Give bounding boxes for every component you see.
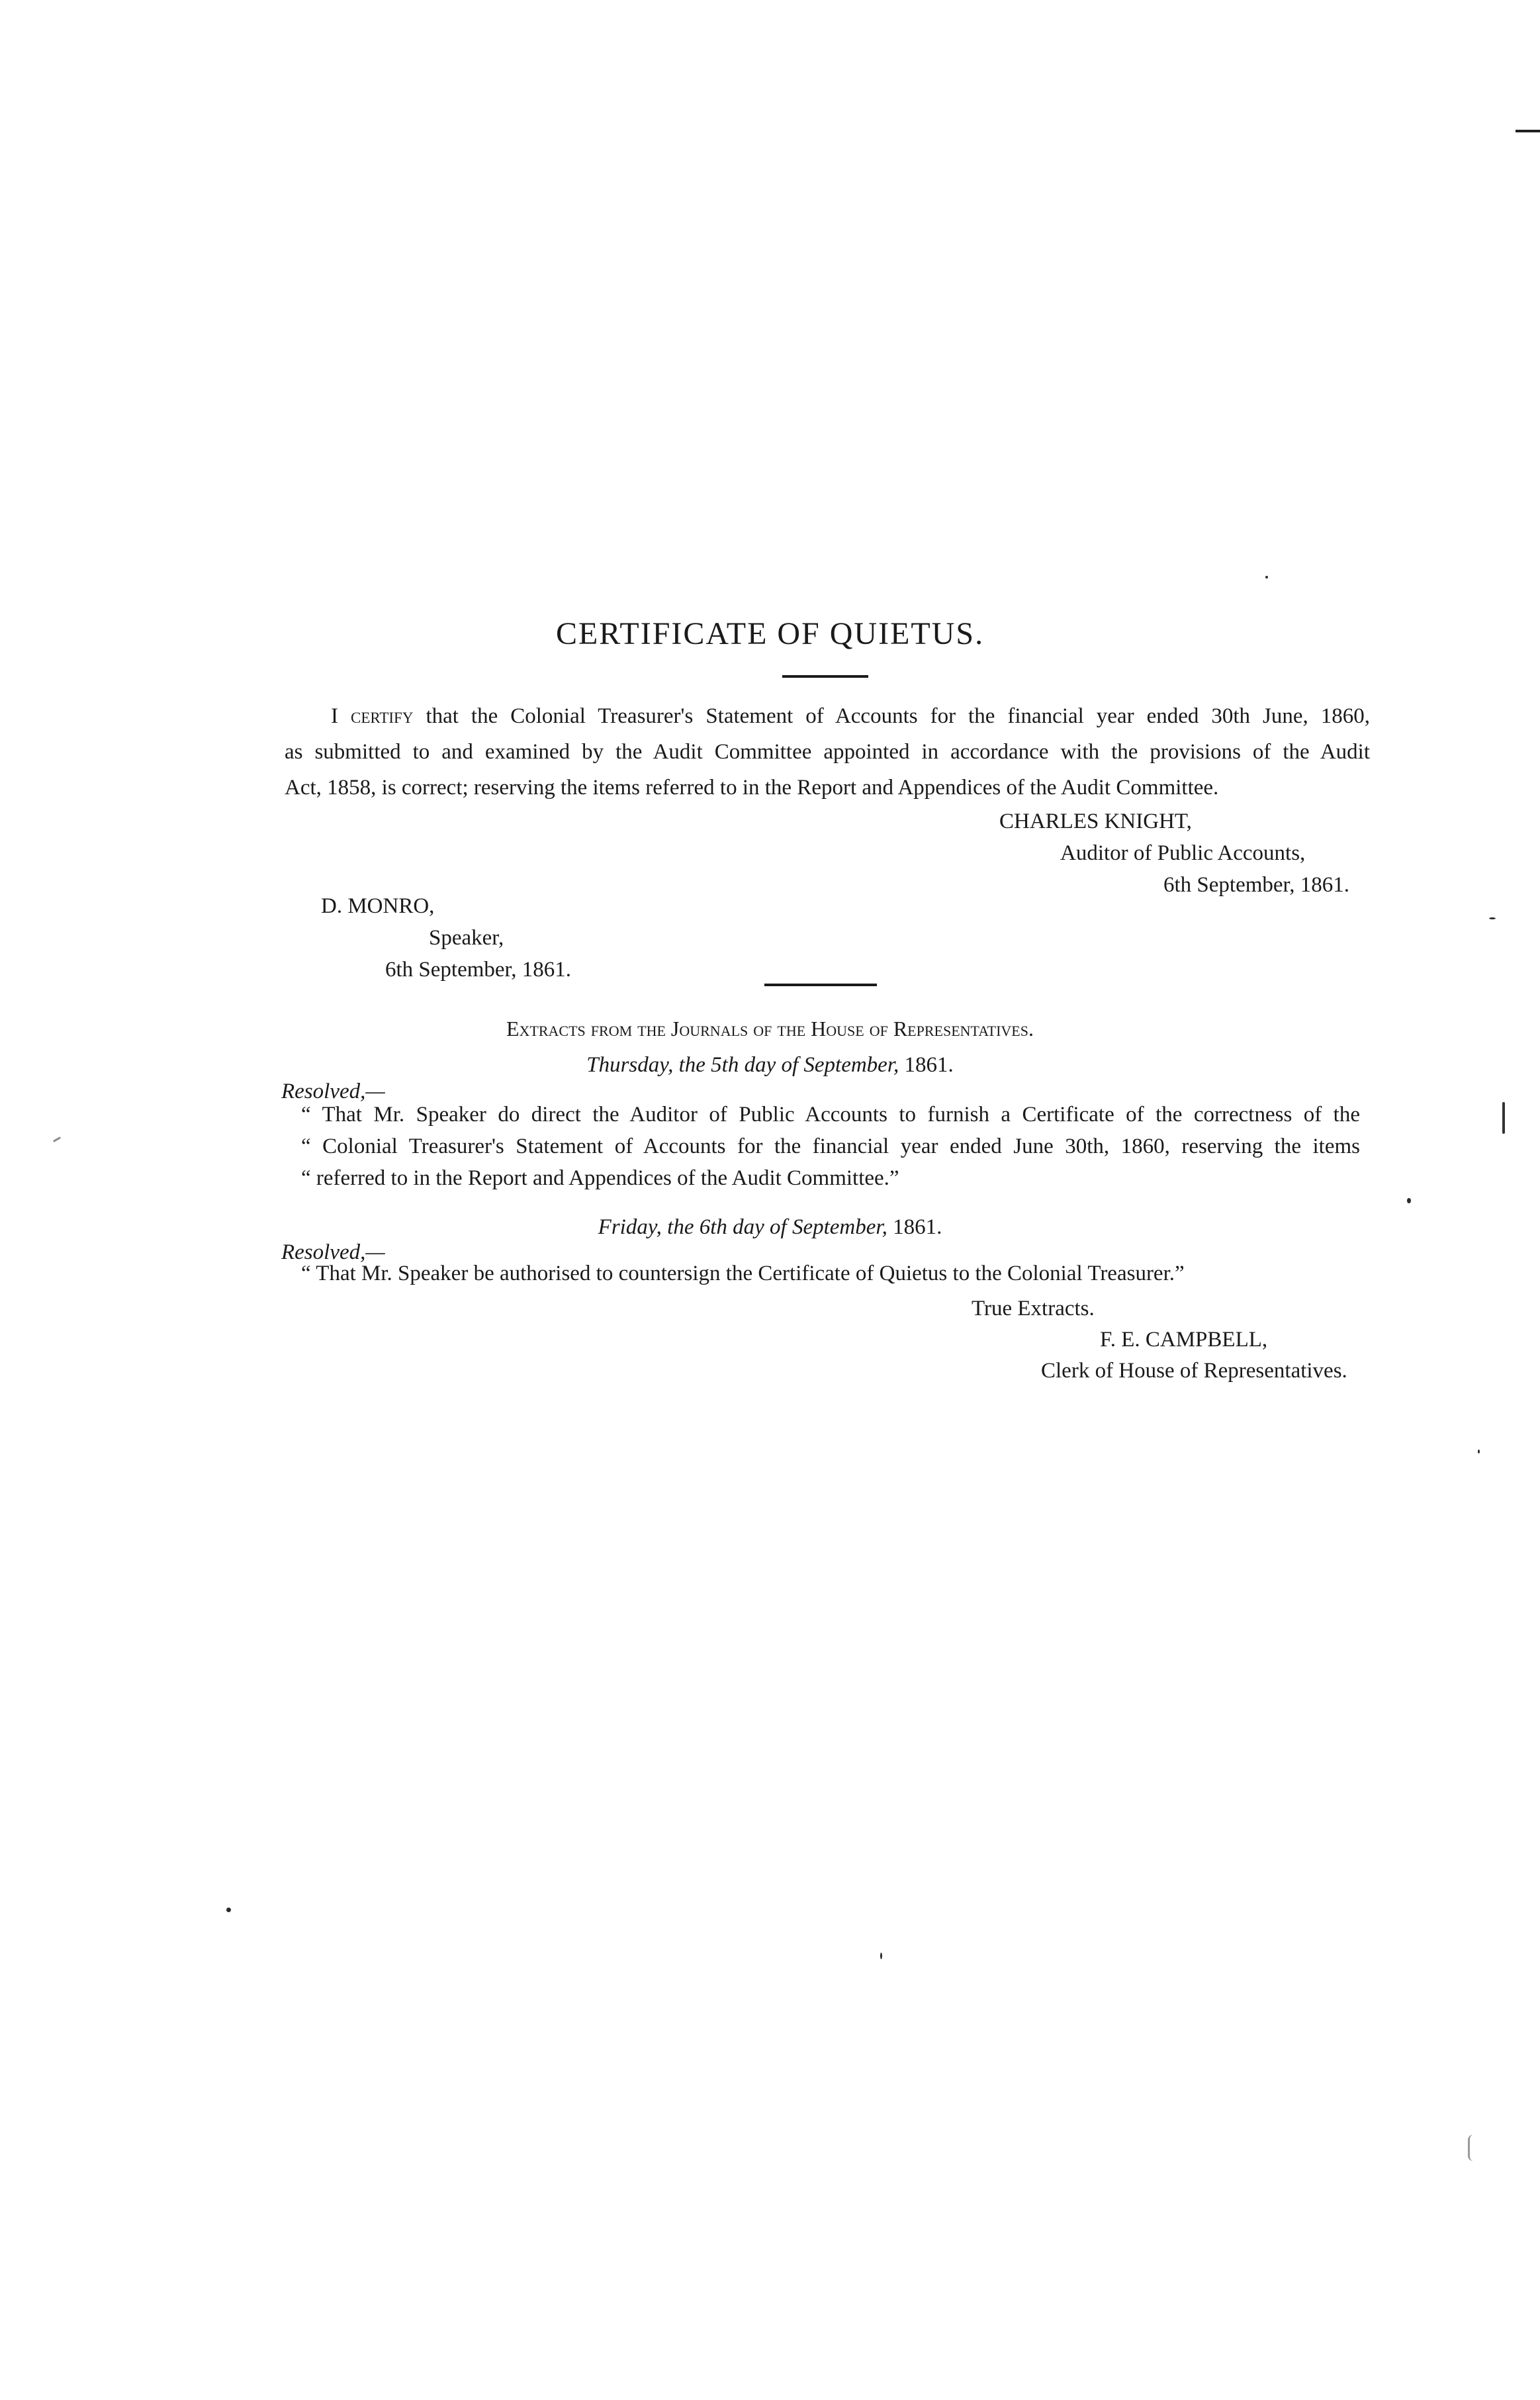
ink-speck	[1489, 917, 1496, 919]
speaker-date: 6th September, 1861.	[385, 958, 571, 982]
entry1-date	[0, 1049, 1540, 1081]
clerk-name: F. E. CAMPBELL,	[1100, 1328, 1268, 1352]
ink-speck	[1265, 576, 1268, 578]
entry2-date-text: Friday, the 6th day of September,	[598, 1215, 887, 1239]
margin-tick-mark	[53, 1136, 61, 1142]
entry1-date-text: Thursday, the 5th day of September,	[586, 1053, 899, 1077]
entry2-line-1: “ That Mr. Speaker be authorised to countersign the Certificate of Quietus to the Colonial Treasurer.”	[301, 1262, 1185, 1285]
page-edge-mark	[1516, 130, 1540, 132]
section-rule	[764, 984, 877, 986]
title-rule	[782, 675, 868, 678]
entry2-resolved: Resolved,—	[281, 1240, 385, 1264]
entry2-date	[0, 1211, 1540, 1243]
certificate-text-1: that the Colonial Treasurer's Statement of Accounts for the financial year ended 30th June, 1860,	[413, 704, 1371, 728]
speaker-title: Speaker,	[429, 926, 504, 950]
entry1-resolved: Resolved,—	[281, 1080, 385, 1103]
ink-speck	[880, 1953, 882, 1959]
auditor-date: 6th September, 1861.	[1163, 873, 1349, 897]
page-edge-smudge	[1468, 2135, 1488, 2161]
extracts-heading: Extracts from the Journals of the House of Representatives.	[506, 1017, 1034, 1040]
certify-lead: I certify	[331, 704, 414, 728]
entry1-line-3: “ referred to in the Report and Appendices of the Audit Committee.”	[301, 1166, 899, 1190]
ink-speck	[1478, 1450, 1480, 1454]
ink-speck	[1407, 1198, 1411, 1203]
entry1-line-1: “ That Mr. Speaker do direct the Auditor of Public Accounts to furnish a Certificate of the correctness of the	[301, 1103, 1360, 1127]
certificate-line-2: as submitted to and examined by the Audit Committee appointed in accordance with the provisions of the Audit	[285, 740, 1370, 764]
certificate-line-1	[285, 698, 1370, 734]
clerk-note: True Extracts.	[972, 1297, 1095, 1320]
entry2-date-year: 1861.	[887, 1215, 942, 1239]
ink-speck	[226, 1908, 231, 1912]
auditor-name: CHARLES KNIGHT,	[999, 809, 1192, 833]
document-title: CERTIFICATE OF QUIETUS.	[555, 616, 985, 651]
speaker-name: D. MONRO,	[321, 894, 435, 918]
auditor-title: Auditor of Public Accounts,	[1060, 841, 1306, 865]
margin-bracket-mark	[1502, 1102, 1505, 1134]
certificate-line-3: Act, 1858, is correct; reserving the items referred to in the Report and Appendices of the Audit Committee.	[285, 776, 1219, 800]
entry1-date-year: 1861.	[899, 1053, 954, 1077]
clerk-title: Clerk of House of Representatives.	[1041, 1359, 1347, 1383]
entry1-line-2: “ Colonial Treasurer's Statement of Accounts for the financial year ended June 30th, 1860, reserving the items	[301, 1134, 1360, 1158]
